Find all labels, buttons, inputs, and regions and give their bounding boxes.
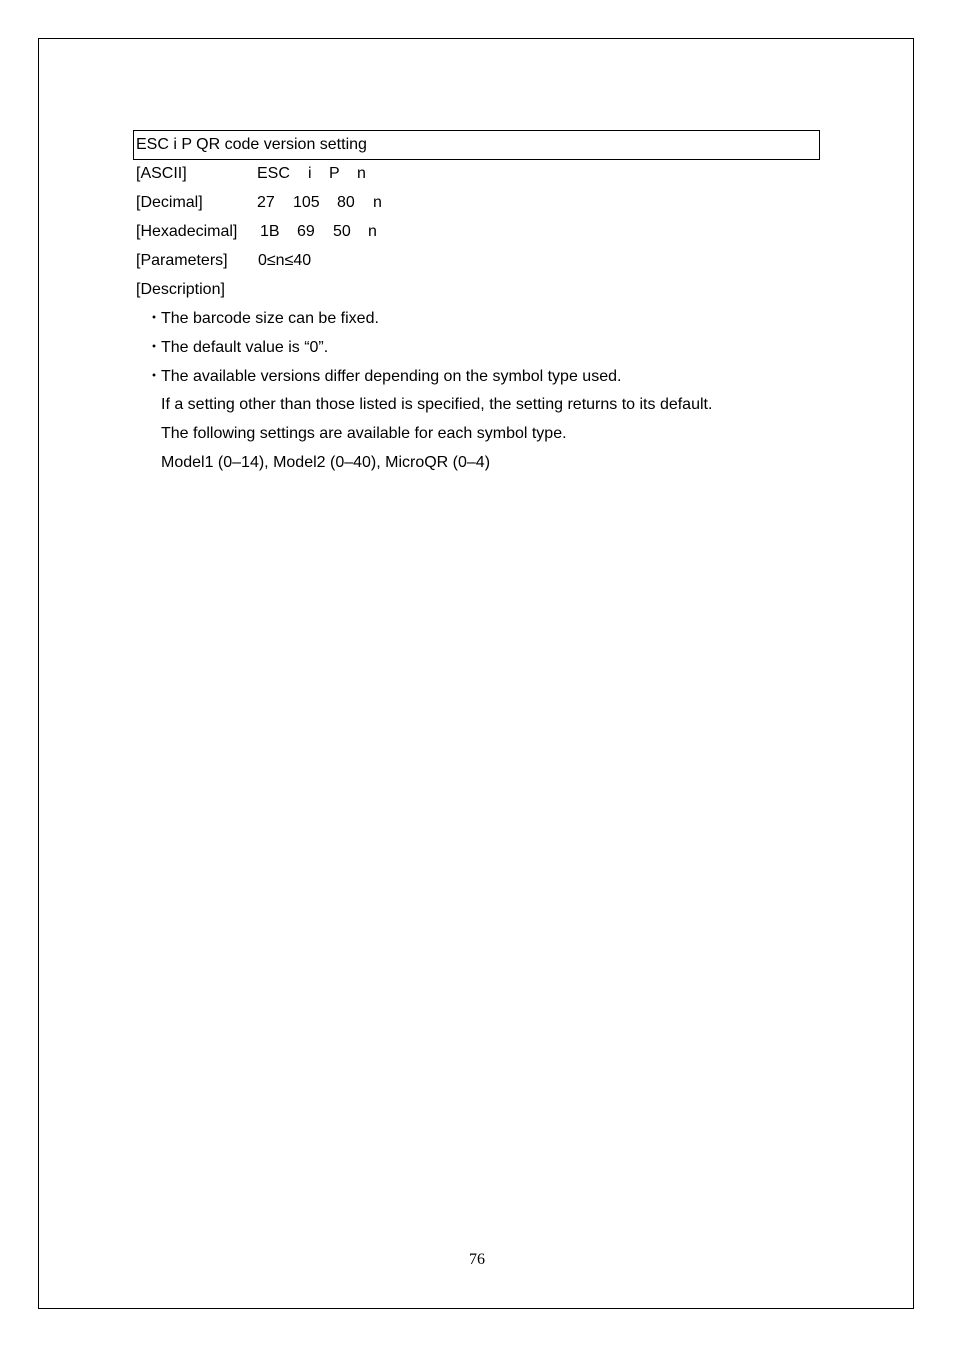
hexadecimal-token: 1B <box>260 223 280 240</box>
hexadecimal-label: [Hexadecimal] <box>136 223 238 240</box>
ascii-token: n <box>357 165 366 182</box>
parameters-label: [Parameters] <box>136 252 228 269</box>
bullet-mark: ・ <box>146 310 163 327</box>
decimal-token: n <box>373 194 382 211</box>
description-bullet: The available versions differ depending on the symbol type used. <box>161 368 622 385</box>
decimal-token: 105 <box>293 194 320 211</box>
bullet-mark: ・ <box>146 368 163 385</box>
description-bullet: The default value is “0”. <box>161 339 329 356</box>
decimal-token: 80 <box>337 194 355 211</box>
description-continuation: The following settings are available for each symbol type. <box>161 425 567 442</box>
description-bullet: The barcode size can be fixed. <box>161 310 379 327</box>
hexadecimal-token: n <box>368 223 377 240</box>
ascii-token: i <box>308 165 312 182</box>
hexadecimal-token: 50 <box>333 223 351 240</box>
ascii-token: P <box>329 165 340 182</box>
description-label: [Description] <box>136 281 225 298</box>
page-number: 76 <box>469 1251 485 1268</box>
parameters-value: 0≤n≤40 <box>258 252 312 269</box>
bullet-mark: ・ <box>146 339 163 356</box>
hexadecimal-token: 69 <box>297 223 315 240</box>
section-title: ESC i P QR code version setting <box>133 130 820 160</box>
ascii-label: [ASCII] <box>136 165 187 182</box>
description-continuation: Model1 (0–14), Model2 (0–40), MicroQR (0–4) <box>161 454 491 471</box>
ascii-token: ESC <box>257 165 290 182</box>
decimal-token: 27 <box>257 194 275 211</box>
description-continuation: If a setting other than those listed is specified, the setting returns to its default. <box>161 396 713 413</box>
decimal-label: [Decimal] <box>136 194 203 211</box>
